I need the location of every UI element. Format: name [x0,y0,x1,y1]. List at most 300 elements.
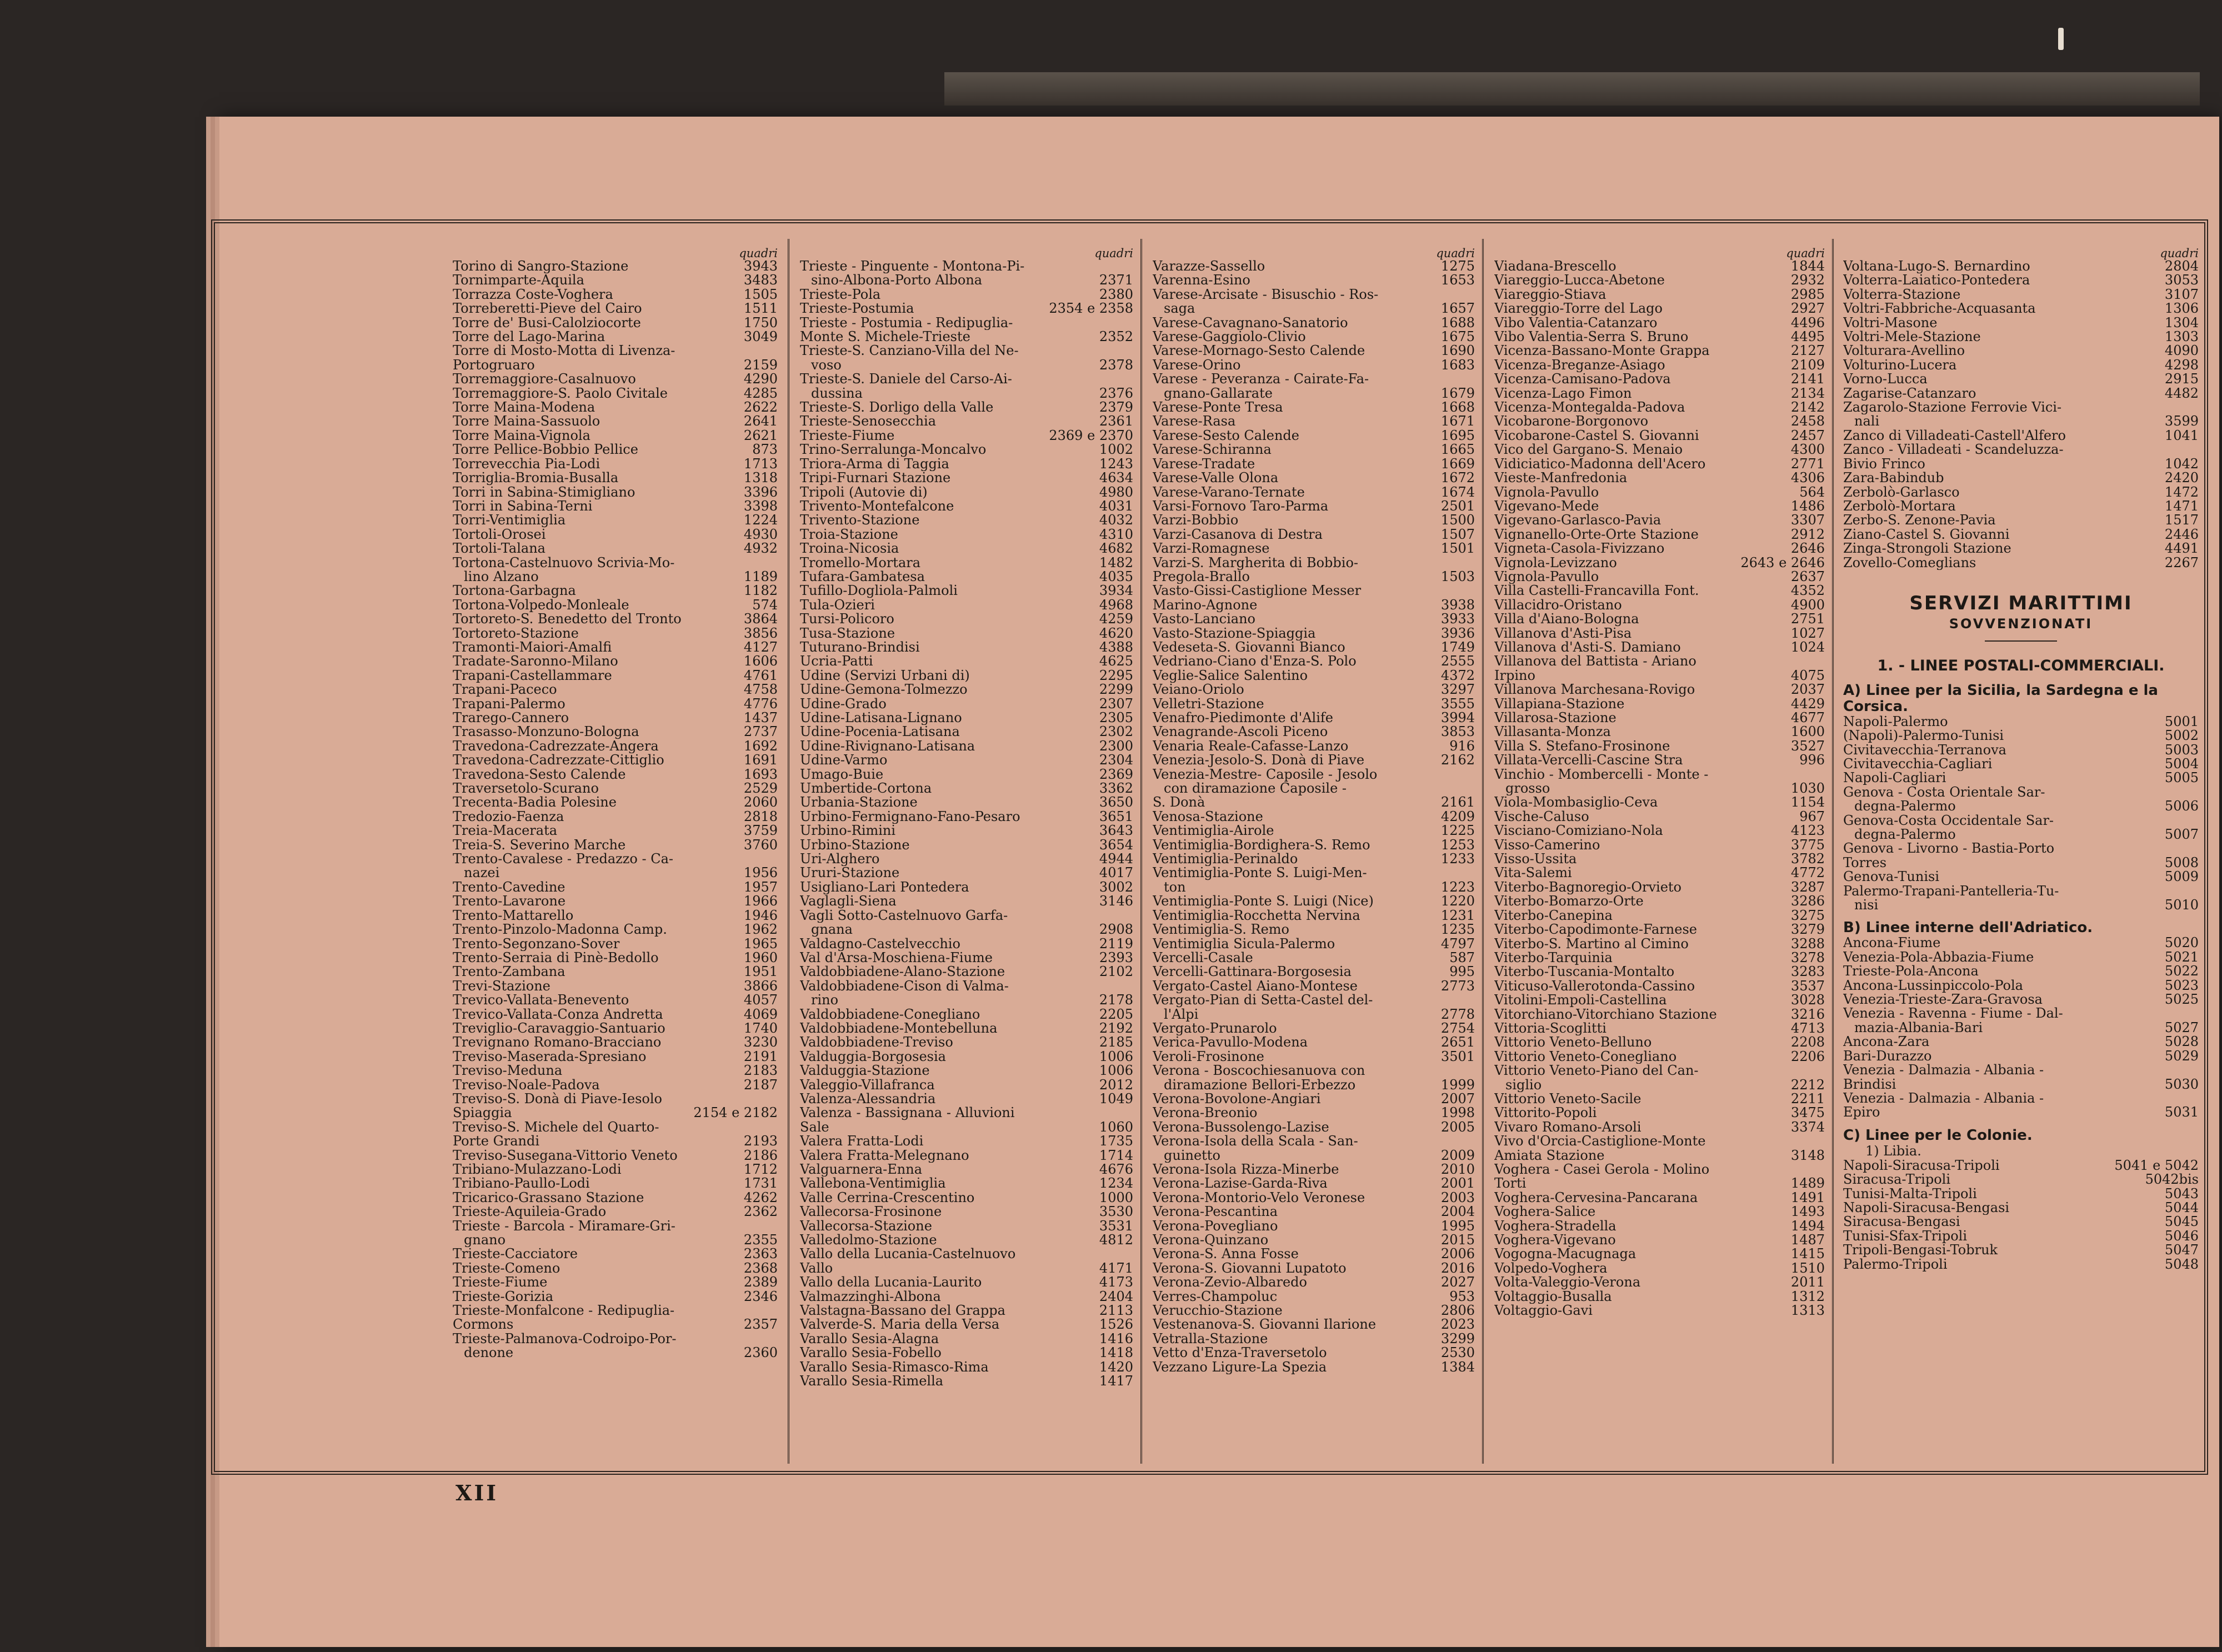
entry-route: Vicobarone-Castel S. Giovanni [1494,428,1699,443]
entry-table-number [774,1092,778,1106]
entry-route: Villasanta-Monza [1494,725,1611,739]
entry-route: Varzi-Bobbio [1153,513,1239,528]
entry-table-number: 1182 [743,583,778,599]
entry-table-number: 1505 [743,286,778,302]
entry-route: Viterbo-Tuscania-Montalto [1494,965,1675,979]
index-entry [1494,654,1825,668]
entry-table-number: 4259 [1099,611,1133,627]
index-entry [800,711,1133,725]
index-entry [800,894,1133,908]
entry-route: Zinga-Strongoli Stazione [1843,542,2011,556]
entry-route: Ventimiglia Sicula-Palermo [1153,937,1335,951]
entry-route: Traversetolo-Scurano [453,782,599,796]
entry-route: Veroli-Frosinone [1153,1049,1264,1064]
maritime-line [1843,729,2199,743]
entry-route: Villa d'Aiano-Bologna [1494,612,1639,627]
entry-table-number [1472,288,1475,302]
entry-table-number: 4676 [1099,1162,1133,1177]
index-entry [800,1177,1133,1190]
entry-table-number: 1417 [1099,1373,1133,1389]
entry-route: Trieste-Pola [800,287,881,302]
entry-route: Tripoli (Autovie di) [800,485,928,499]
entry-route: Voghera-Cervesina-Pancarana [1494,1190,1698,1205]
entry-route: Valeggio-Villafranca [800,1078,935,1092]
index-entry [1153,937,1475,951]
entry-route: Umago-Buie [800,767,884,782]
entry-route: diramazione Bellori-Erbezzo [1164,1078,1356,1092]
entry-table-number: 3775 [1790,837,1825,853]
entry-route: Venosa-Stazione [1153,809,1263,824]
entry-route: Valdobbiadene-Alano-Stazione [800,965,1005,979]
index-entry [453,1346,778,1360]
entry-table-number: 2927 [1790,301,1825,317]
index-entry [1153,259,1475,273]
index-entry [800,1008,1133,1022]
index-entry [1153,725,1475,739]
entry-route: Villanova Marchesana-Rovigo [1494,683,1695,697]
index-entry [453,598,778,612]
entry-route: Trapani-Paceco [453,683,557,697]
index-entry [1494,1304,1825,1318]
entry-table-number: 1418 [1099,1345,1133,1361]
entry-route: Urbino-Stazione [800,838,910,853]
entry-table-number: 4620 [1099,625,1133,641]
entry-table-number: 4310 [1099,526,1133,542]
index-entry [1153,401,1475,414]
entry-route: Varese-Varano-Ternate [1153,485,1305,499]
entry-table-number: 1312 [1790,1288,1825,1304]
index-entry [1153,1360,1475,1374]
entry-table-number [1472,782,1475,795]
entry-table-number: 1487 [1790,1232,1825,1248]
entry-route: Visso-Ussita [1494,852,1577,867]
index-entry [800,1050,1133,1064]
entry-table-number: 916 [1449,738,1475,754]
index-entry [1153,979,1475,993]
entry-table-number: 3053 [2164,272,2199,288]
entry-table-number: 3374 [1790,1119,1825,1135]
index-entry [453,640,778,654]
entry-table-number: 1482 [1099,554,1133,570]
entry-route: S. Donà [1153,795,1205,810]
entry-table-number: 2127 [1790,343,1825,359]
index-entry [1843,316,2199,330]
index-entry [1153,1205,1475,1219]
entry-table-number: 3933 [1440,611,1475,627]
maritime-route: Napoli-Siracusa-Tripoli [1843,1158,2000,1173]
index-entry [453,1191,778,1205]
entry-route: Torti [1494,1177,1527,1191]
entry-table-number: 2208 [1790,1034,1825,1050]
entry-table-number: 2109 [1790,357,1825,373]
entry-route: Varzi-Casanova di Destra [1153,527,1323,542]
index-entry [1494,513,1825,527]
entry-route: Tusa-Stazione [800,626,895,640]
entry-route: Vallo della Lucania-Castelnuovo [800,1247,1016,1261]
entry-table-number: 1951 [743,964,778,980]
entry-route: Visso-Camerino [1494,838,1600,853]
entry-route: Valenza-Alessandria [800,1092,936,1107]
index-entry [1153,697,1475,711]
entry-route: Zanco - Villadeati - Scandeluzza- [1843,443,2064,457]
index-entry [1494,1035,1825,1049]
entry-table-number: 1999 [1440,1077,1475,1093]
entry-route: Urbania-Stazione [800,795,918,810]
entry-route: Vaglagli-Siena [800,894,897,909]
entry-route: Varese-Schiranna [1153,443,1272,457]
entry-table-number [774,1219,778,1233]
entry-route: Trento-Segonzano-Sover [453,937,620,951]
index-entry [1153,1290,1475,1304]
entry-table-number: 2651 [1440,1034,1475,1050]
maritime-route: mazia-Albania-Bari [1854,1020,1983,1035]
entry-table-number: 2985 [1790,286,1825,302]
book-edge [944,72,2200,106]
entry-route: Valdobbiadene-Treviso [800,1035,953,1050]
index-entry [1153,1120,1475,1134]
entry-table-number: 3283 [1790,964,1825,980]
index-entry [800,795,1133,809]
index-entry [453,795,778,809]
index-entry [800,810,1133,824]
entry-route: Torre Maina-Vignola [453,428,590,443]
entry-route: Villata-Vercelli-Cascine Stra [1494,753,1683,768]
index-entry [1494,1275,1825,1289]
entry-table-number: 3555 [1440,695,1475,712]
entry-route: Cormons [453,1318,514,1332]
maritime-table-number: 5001 [2164,713,2199,729]
index-entry [1494,1149,1825,1163]
entry-table-number: 3782 [1790,851,1825,867]
entry-route: Vogogna-Macugnaga [1494,1247,1637,1261]
index-entry [800,1233,1133,1247]
entry-route: Tortoli-Orosei [453,527,546,542]
maritime-line [1843,1007,2199,1020]
entry-table-number: 3531 [1099,1218,1133,1234]
index-entry [453,429,778,443]
index-entry [1153,1247,1475,1261]
index-entry [453,1008,778,1022]
entry-table-number: 1002 [1099,442,1133,458]
entry-route: con diramazione Caposile - [1164,782,1347,796]
entry-table-number: 2368 [743,1260,778,1276]
entry-route: Visciano-Comiziano-Nola [1494,824,1663,838]
entry-table-number [774,1332,778,1346]
index-entry [800,612,1133,626]
entry-route: Trino-Serralunga-Moncalvo [800,443,987,457]
index-entry [1494,1290,1825,1304]
maritime-line [1843,964,2199,978]
index-entry [1494,499,1825,513]
entry-table-number: 2141 [1790,371,1825,387]
index-entry [1843,302,2199,316]
entry-route: Zagarise-Catanzaro [1843,386,1976,401]
index-entry [800,443,1133,457]
entry-table-number: 3287 [1790,879,1825,895]
entry-table-number: 1503 [1440,568,1475,584]
entry-route: Varese-Cavagnano-Sanatorio [1153,316,1348,331]
index-entry [453,965,778,979]
index-entry [800,401,1133,414]
entry-table-number: 1960 [743,949,778,965]
entry-route: Verica-Pavullo-Modena [1153,1035,1308,1050]
entry-route: Varallo Sesia-Rimella [800,1374,944,1389]
divider [1985,640,2057,642]
entry-table-number: 2915 [2164,371,2199,387]
maritime-table-number: 5023 [2164,977,2199,993]
index-entry [1153,612,1475,626]
entry-route: Torino di Sangro-Stazione [453,259,629,274]
entry-table-number: 2818 [743,808,778,824]
entry-route: Venezia-Jesolo-S. Donà di Piave [1153,753,1365,768]
maritime-table-number: 5004 [2164,755,2199,772]
index-entry [453,810,778,824]
maritime-table-number [2195,842,2199,855]
index-entry [1494,1205,1825,1219]
index-entry [800,965,1133,979]
entry-route: Trieste-Fiume [453,1275,548,1290]
entry-table-number [1472,372,1475,386]
index-entry [1153,372,1475,386]
entry-table-number: 3853 [1440,724,1475,740]
maritime-table-number: 5007 [2164,827,2199,842]
entry-route: Varese-Mornago-Sesto Calende [1153,344,1365,358]
entry-table-number: 1471 [2164,498,2199,514]
index-entry [1494,570,1825,584]
entry-route: Troia-Stazione [800,527,898,542]
entry-table-number: 2641 [743,413,778,429]
entry-route: Vicenza-Camisano-Padova [1494,372,1671,387]
entry-table-number: 3527 [1790,738,1825,754]
index-entry [800,499,1133,513]
entry-table-number: 1507 [1440,526,1475,542]
index-entry [453,1332,778,1346]
index-entry [453,880,778,894]
entry-route: Trieste-S. Daniele del Carso-Ai- [800,372,1012,387]
maritime-table-number: 5025 [2164,992,2199,1008]
entry-table-number: 1494 [1790,1218,1825,1234]
entry-table-number: 1526 [1099,1316,1133,1333]
index-entry [453,414,778,428]
entry-table-number: 1042 [2164,455,2199,472]
entry-route: Vergato-Castel Aiano-Montese [1153,979,1358,994]
index-entry [1494,344,1825,358]
index-entry [1153,795,1475,809]
entry-route: Valduggia-Stazione [800,1064,930,1078]
ink-spot [2058,28,2064,50]
index-entry [1153,556,1475,570]
maritime-route: Venezia-Pola-Abbazia-Fiume [1843,950,2034,965]
entry-route: Zara-Babindub [1843,471,1944,485]
entry-route: Trieste-Palmanova-Codroipo-Por- [453,1331,677,1346]
entry-table-number: 2001 [1440,1175,1475,1192]
index-entry [1494,457,1825,471]
entry-table-number: 2501 [1440,498,1475,514]
index-entry [1843,542,2199,555]
index-entry [800,598,1133,612]
maritime-line [1843,1078,2199,1092]
entry-route: Viterbo-S. Martino al Cimino [1494,937,1689,951]
entry-route: Verona-Isola della Scala - San- [1153,1134,1358,1149]
index-entry [800,1134,1133,1148]
entry-route: Vercelli-Gattinara-Borgosesia [1153,965,1352,979]
maritime-route: Ancona-Lussinpiccolo-Pola [1843,978,2023,993]
entry-table-number: 1304 [2164,314,2199,331]
index-entry [800,1290,1133,1304]
quadri-header: quadri [1786,247,1825,260]
column-rule [1140,239,1142,1464]
entry-table-number: 4797 [1440,935,1475,952]
entry-route: Voghera-Salice [1494,1205,1596,1219]
index-entry [453,824,778,838]
index-entry [1153,1233,1475,1247]
index-entry [800,429,1133,443]
entry-route: Ventimiglia-Airole [1153,824,1274,838]
entry-route: Varese-Tradate [1153,457,1255,472]
maritime-line [1843,1092,2199,1105]
maritime-line [1843,979,2199,993]
entry-route: Valenza - Bassignana - Alluvioni [800,1106,1015,1120]
index-entry [1153,471,1475,485]
entry-table-number: 2737 [743,724,778,740]
index-entry [453,1177,778,1190]
entry-table-number: 1712 [743,1162,778,1177]
maritime-route: Genova-Tunisi [1843,870,1939,884]
entry-route: grosso [1505,782,1550,796]
entry-route: Udine-Rivignano-Latisana [800,739,975,754]
maritime-route: Venezia - Dalmazia - Albania - [1843,1091,2044,1106]
entry-table-number: 2005 [1440,1119,1475,1135]
entry-table-number: 3501 [1440,1048,1475,1064]
index-entry [1494,627,1825,640]
maritime-route: Ancona-Zara [1843,1035,1930,1049]
entry-table-number: 1303 [2164,329,2199,345]
column-rule [788,239,789,1464]
index-entry [1153,866,1475,880]
index-entry [1494,1177,1825,1190]
entry-table-number [774,852,778,866]
index-entry [1153,1078,1475,1092]
entry-route: Trento-Cavalese - Predazzo - Ca- [453,852,674,867]
entry-route: Valdobbiadene-Montebelluna [800,1021,998,1036]
entry-table-number: 2420 [2164,470,2199,486]
index-entry [1494,485,1825,499]
index-entry [1494,866,1825,880]
entry-table-number: 2457 [1790,427,1825,443]
entry-route: Torriglia-Bromia-Busalla [453,471,619,485]
maritime-table-number [2195,814,2199,828]
entry-route: Travedona-Sesto Calende [453,767,626,782]
maritime-line [1843,799,2199,813]
index-entry [1494,302,1825,316]
entry-route: Amiata Stazione [1494,1148,1605,1163]
entry-table-number: 2622 [743,399,778,415]
entry-table-number: 2113 [1099,1303,1133,1319]
entry-route: Verona-Bussolengo-Lazise [1153,1120,1329,1135]
entry-route: Vallecorsa-Stazione [800,1219,932,1234]
index-entry [1494,612,1825,626]
entry-route: Trento-Pinzolo-Madonna Camp. [453,923,667,937]
maritime-route: Brindisi [1843,1077,1896,1092]
entry-table-number: 1657 [1440,301,1475,317]
index-entry [800,316,1133,330]
entry-table-number: 3362 [1099,780,1133,797]
index-entry [1494,414,1825,428]
index-entry [453,1304,778,1318]
index-entry [1494,640,1825,654]
entry-route: Torremaggiore-S. Paolo Civitale [453,386,668,401]
index-entry [453,387,778,401]
index-entry [1153,1275,1475,1289]
entry-table-number: 3230 [743,1034,778,1050]
entry-route: Varese-Arcisate - Bisuschio - Ros- [1153,287,1379,302]
entry-route: Varzi-S. Margherita di Bobbio- [1153,555,1359,570]
entry-table-number: 2751 [1790,611,1825,627]
entry-route: Treia-S. Severino Marche [453,838,626,853]
entry-table-number: 3288 [1790,935,1825,952]
index-entry [1153,302,1475,316]
entry-table-number: 2352 [1099,329,1133,345]
index-entry [800,542,1133,555]
index-entry [800,866,1133,880]
index-entry [453,711,778,725]
entry-route: Urbino-Rimini [800,824,896,838]
maritime-line [1843,884,2199,898]
entry-route: Triora-Arma di Taggia [800,457,949,472]
entry-table-number: 3866 [743,978,778,994]
entry-route: Udine-Varmo [800,753,888,768]
entry-table-number: 1234 [1099,1175,1133,1192]
entry-table-number: 4209 [1440,808,1475,824]
entry-table-number: 1041 [2164,427,2199,443]
entry-route: Tripi-Furnari Stazione [800,471,951,485]
index-column-4 [1494,247,1825,1469]
entry-table-number: 2154 e 2182 [693,1105,778,1121]
index-entry [1494,1106,1825,1120]
entry-route: Valmazzinghi-Albona [800,1289,941,1304]
entry-table-number: 2908 [1099,922,1133,938]
maritime-table-number [2195,1007,2199,1020]
entry-route: Venafro-Piedimonte d'Alife [1153,711,1333,725]
entry-table-number: 2191 [743,1048,778,1064]
entry-route: Trecenta-Badia Polesine [453,795,617,810]
index-entry [1843,401,2199,414]
index-entry [453,259,778,273]
entry-route: Vitolini-Empoli-Castellina [1494,993,1667,1008]
entry-table-number: 3934 [1099,583,1133,599]
maritime-table-number: 5003 [2164,742,2199,758]
index-column-3 [1153,247,1475,1469]
index-entry [800,640,1133,654]
entry-table-number: 4372 [1440,667,1475,683]
entry-table-number: 2023 [1440,1316,1475,1333]
entry-route: Treia-Macerata [453,824,558,838]
maritime-line [1843,1035,2199,1049]
entry-table-number: 2379 [1099,399,1133,415]
index-entry [800,1247,1133,1261]
index-entry [1153,358,1475,372]
entry-route: Verona-Pescantina [1153,1205,1278,1219]
entry-table-number: 3599 [2164,413,2199,429]
index-entry [1494,1134,1825,1148]
index-entry [1494,880,1825,894]
maritime-route: Siracusa-Tripoli [1843,1173,1950,1187]
entry-route: Vittorio Veneto-Conegliano [1494,1049,1677,1064]
entry-route: Vicenza-Lago Fimon [1494,386,1632,401]
maritime-route: Genova-Costa Occidentale Sar- [1843,813,2054,828]
entry-route: Tursi-Policoro [800,612,894,627]
entry-table-number: 4171 [1099,1260,1133,1276]
